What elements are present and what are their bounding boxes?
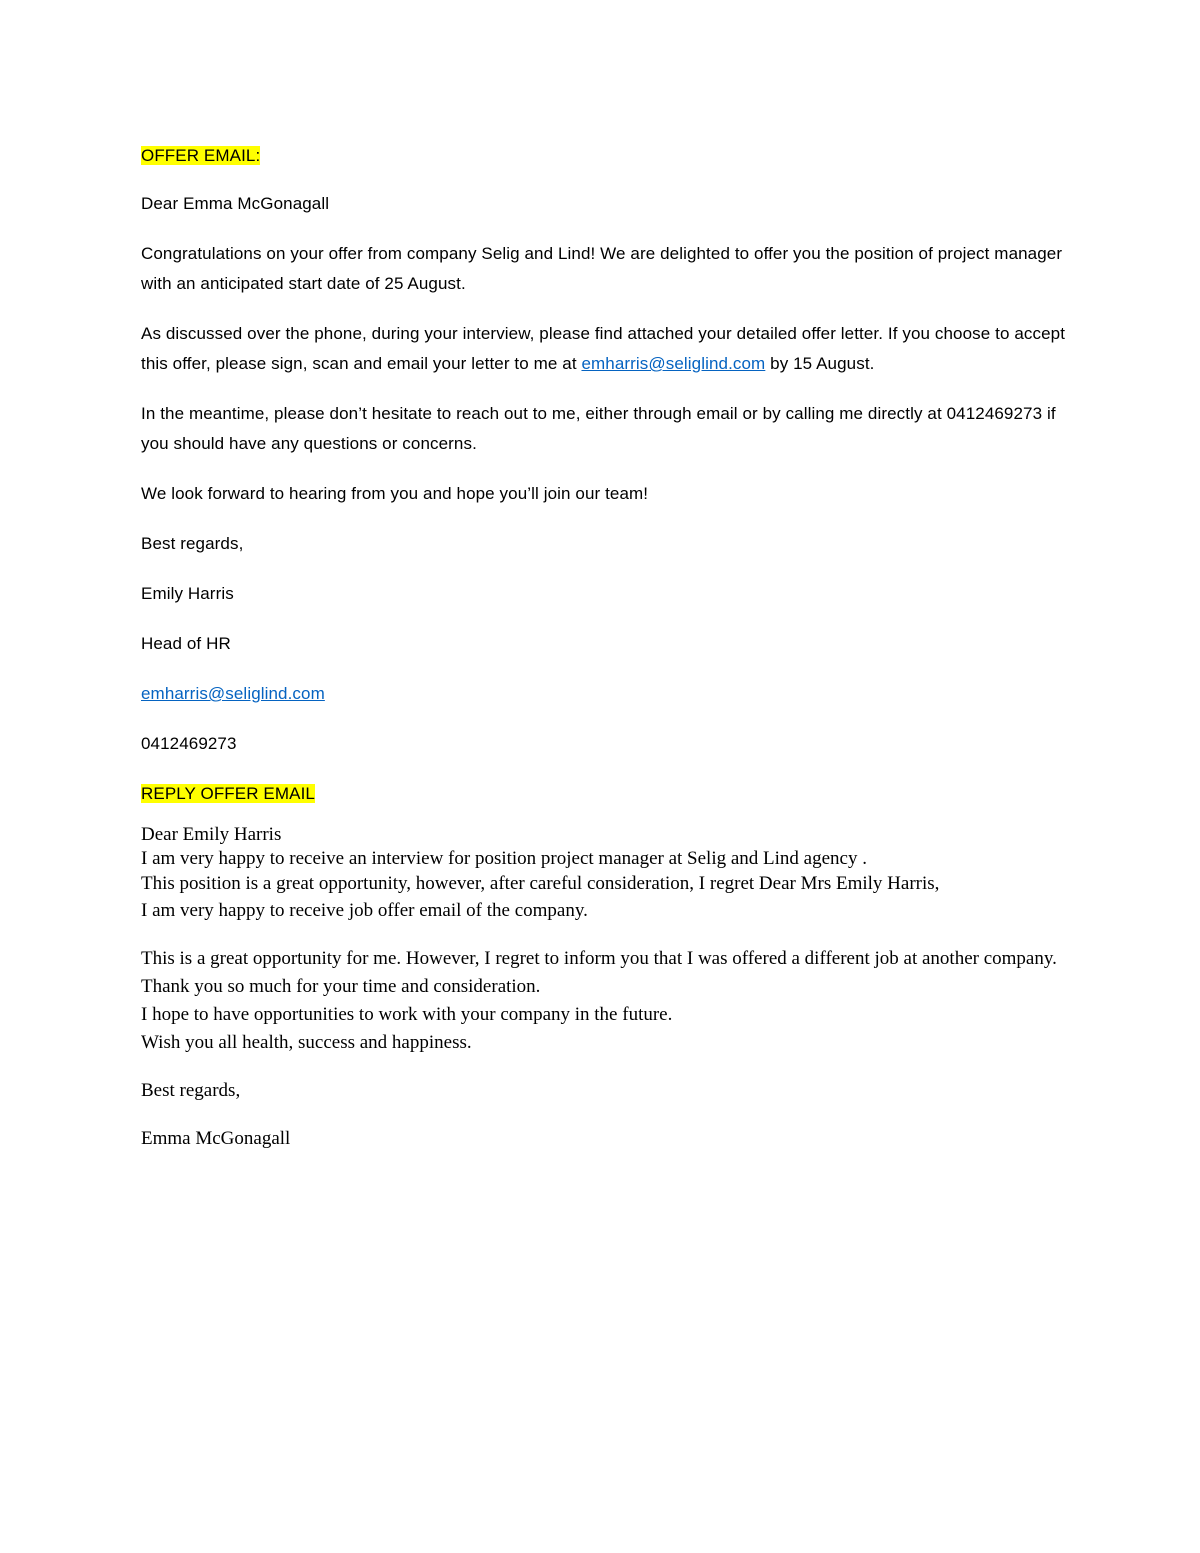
reply-line-4: Thank you so much for your time and consideration. (141, 976, 541, 997)
reply-email-section (141, 823, 1071, 1153)
offer-paragraph-2-text-after: by 15 August. (765, 354, 875, 373)
document-content (141, 141, 1071, 1153)
offer-email-link[interactable]: emharris@seliglind.com (581, 354, 766, 373)
reply-line-1: I am very happy to receive an interview for position project manager at Selig and Lind agency . (141, 848, 867, 869)
offer-sender-phone: 0412469273 (141, 734, 237, 753)
reply-paragraph-2: This is a great opportunity for me. However, I regret to inform you that I was offered a different job at another company. (141, 948, 1057, 969)
reply-line-2: This position is a great opportunity, however, after careful consideration, I regret Dear Mrs Emily Harris, (141, 873, 940, 894)
offer-email-section (141, 141, 1071, 809)
offer-paragraph-3: In the meantime, please don’t hesitate to reach out to me, either through email or by calling me directly at 0412469273 if you should have any questions or concerns. (141, 404, 1056, 453)
reply-line-3: I am very happy to receive job offer email of the company. (141, 900, 588, 921)
offer-sender-email-link[interactable]: emharris@seliglind.com (141, 684, 325, 703)
reply-line-5: I hope to have opportunities to work with your company in the future. (141, 1004, 673, 1025)
offer-paragraph-2-text-before: As discussed over the phone, during your interview, please find attached your detailed offer letter. If you choose to accept this offer, please sign, scan and email your letter to me at (141, 324, 1066, 373)
offer-paragraph-4: We look forward to hearing from you and hope you’ll join our team! (141, 484, 649, 503)
offer-sender-name: Emily Harris (141, 584, 234, 603)
offer-greeting: Dear Emma McGonagall (141, 194, 330, 213)
offer-closing: Best regards, (141, 534, 244, 553)
reply-email-heading: REPLY OFFER EMAIL (141, 784, 315, 803)
reply-greeting: Dear Emily Harris (141, 824, 282, 845)
offer-paragraph-2 (141, 319, 1071, 379)
offer-sender-title: Head of HR (141, 634, 231, 653)
reply-closing: Best regards, (141, 1080, 241, 1101)
offer-email-heading: OFFER EMAIL: (141, 146, 261, 165)
reply-line-6: Wish you all health, success and happiness. (141, 1032, 472, 1053)
offer-paragraph-1: Congratulations on your offer from company Selig and Lind! We are delighted to offer you the position of project manager with an anticipated start date of 25 August. (141, 244, 1063, 293)
reply-signature: Emma McGonagall (141, 1128, 291, 1149)
